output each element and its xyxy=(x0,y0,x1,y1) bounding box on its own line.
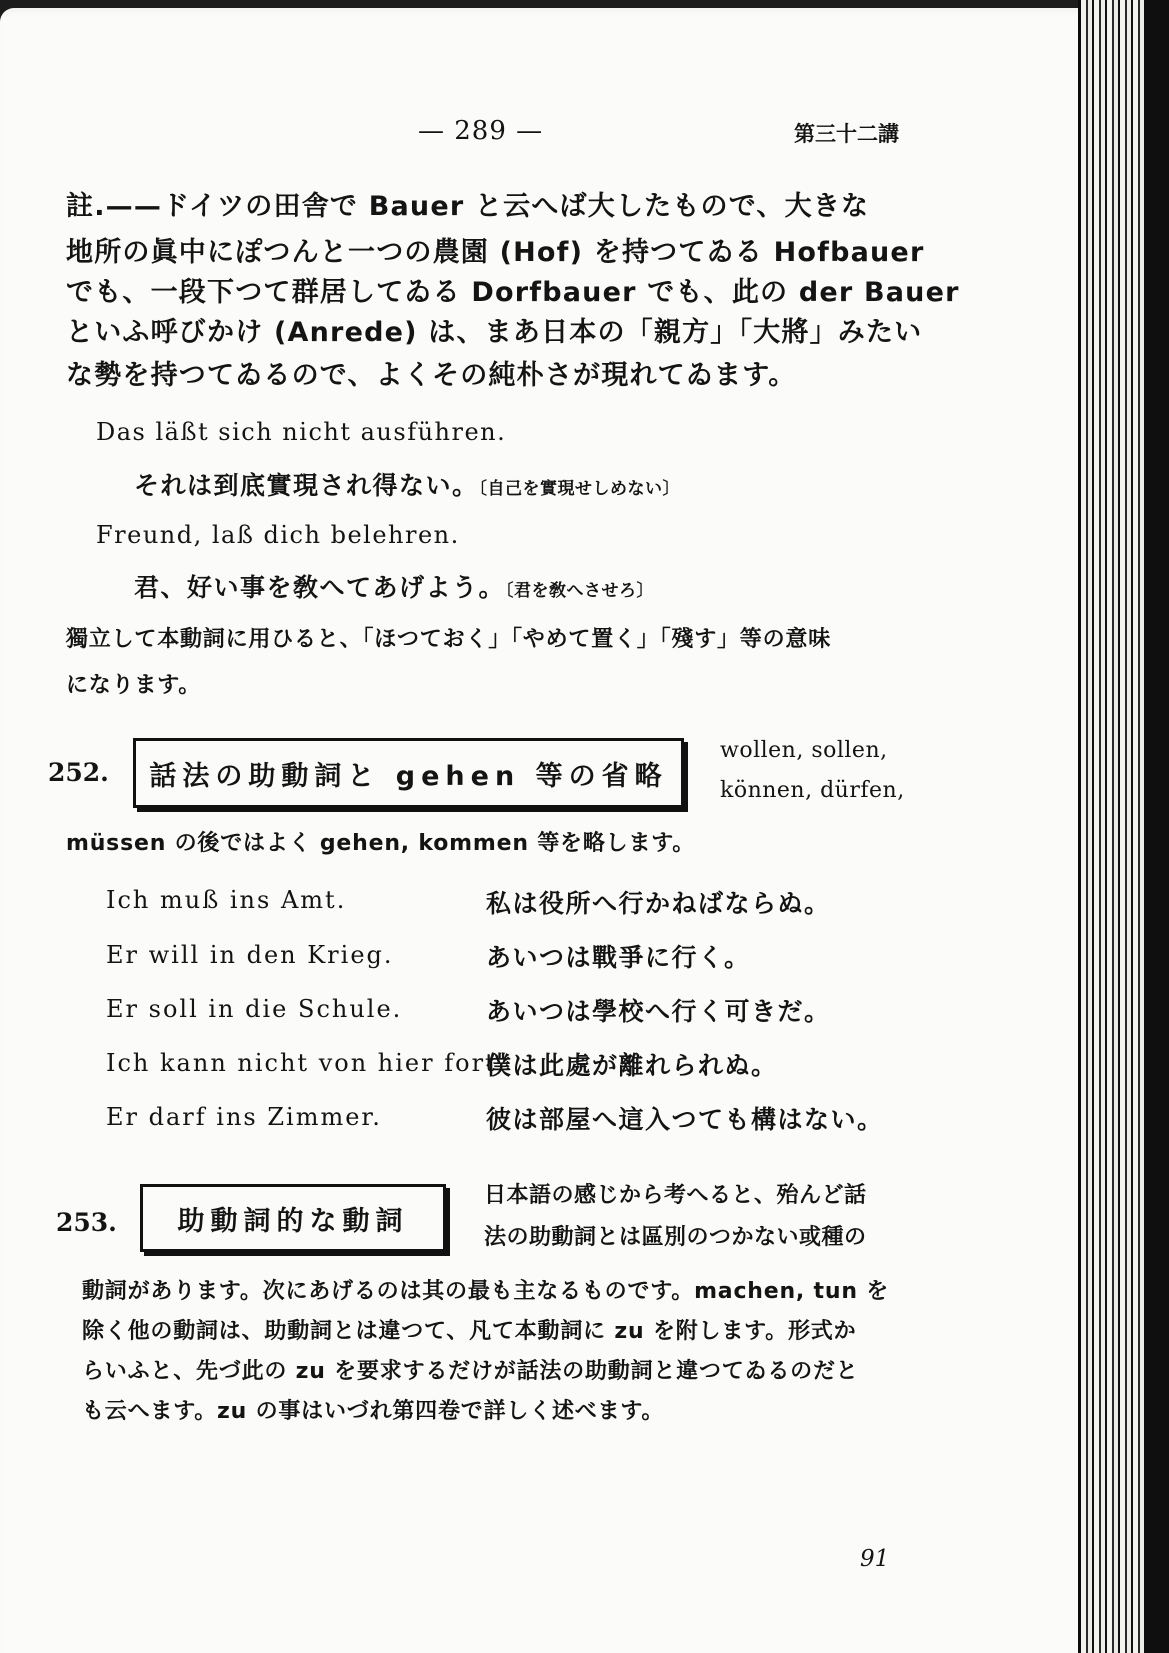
section-title-box xyxy=(133,738,684,808)
example-german: Er soll in die Schule. xyxy=(106,995,403,1023)
example-german: Freund, laß dich belehren. xyxy=(96,521,460,549)
example-translation: それは到底實現され得ない。 xyxy=(134,471,479,500)
folio-number: 91 xyxy=(860,1546,890,1572)
example-japanese xyxy=(134,568,654,604)
note-line: でも、一段下つて群居してゐる Dorfbauer でも、此の der Bauer xyxy=(66,277,960,308)
note-line: 地所の眞中にぽつんと一つの農園 (Hof) を持つてゐる Hofbauer xyxy=(66,237,925,268)
section-number: 253. xyxy=(56,1208,117,1237)
body-line: らいふと、先づ此の zu を要求するだけが話法の助動詞と違つてゐるのだと xyxy=(82,1359,859,1384)
note-line: な勢を持つてゐるので、よくその純朴さが現れてゐます。 xyxy=(66,360,797,391)
note-line: 註.——ドイツの田舎で Bauer と云へば大したもので、大きな xyxy=(66,191,870,222)
section-number: 252. xyxy=(48,758,109,787)
side-note-line: wollen, sollen, xyxy=(720,738,888,763)
section-title: 助動詞的な動詞 xyxy=(177,1205,409,1237)
example-japanese: 僕は此處が離れられぬ。 xyxy=(486,1051,778,1080)
example-translation: 君、好い事を敎へてあげよう。 xyxy=(134,573,506,602)
book-page xyxy=(0,8,1092,1653)
section-title-box xyxy=(140,1184,446,1252)
example-german: Ich kann nicht von hier fort. xyxy=(106,1049,507,1077)
example-german: Ich muß ins Amt. xyxy=(106,886,347,914)
section-title: 話法の助動詞と gehen 等の省略 xyxy=(149,760,668,792)
example-japanese: 私は役所へ行かねばならぬ。 xyxy=(486,889,831,918)
side-note-line: 日本語の感じから考へると、殆んど話 xyxy=(484,1183,867,1208)
example-japanese: あいつは學校へ行く可きだ。 xyxy=(486,997,831,1026)
example-german: Er will in den Krieg. xyxy=(106,941,394,969)
example-gloss: 〔君を敎へさせろ〕 xyxy=(505,581,655,601)
example-japanese: 彼は部屋へ這入つても構はない。 xyxy=(486,1105,884,1134)
body-line: 除く他の動詞は、助動詞とは違つて、凡て本動詞に zu を附します。形式か xyxy=(82,1319,857,1344)
body-line: 動詞があります。次にあげるのは其の最も主なるものです。machen, tun を xyxy=(82,1279,890,1304)
example-german: Das läßt sich nicht ausführen. xyxy=(96,418,507,446)
example-gloss: 〔自己を實現せしめない〕 xyxy=(478,479,681,499)
body-line: も云へます。zu の事はいづれ第四卷で詳しく述べます。 xyxy=(82,1399,665,1424)
section-intro: müssen の後ではよく gehen, kommen 等を略します。 xyxy=(66,831,696,856)
body-line: になります。 xyxy=(66,673,202,698)
example-japanese: あいつは戰爭に行く。 xyxy=(486,943,751,972)
note-line: といふ呼びかけ (Anrede) は、まあ日本の「親方」「大將」みたい xyxy=(66,317,923,348)
side-note-line: können, dürfen, xyxy=(720,778,905,803)
body-line: 獨立して本動詞に用ひると、「ほつておく」「やめて置く」「殘す」等の意味 xyxy=(66,627,832,652)
page-stack-edge xyxy=(1078,0,1169,1653)
side-note-line: 法の助動詞とは區別のつかない或種の xyxy=(484,1225,867,1250)
example-german: Er darf ins Zimmer. xyxy=(106,1103,382,1131)
page-number: — 289 — xyxy=(418,116,544,146)
example-japanese xyxy=(134,466,680,502)
chapter-heading: 第三十二講 xyxy=(794,122,899,146)
